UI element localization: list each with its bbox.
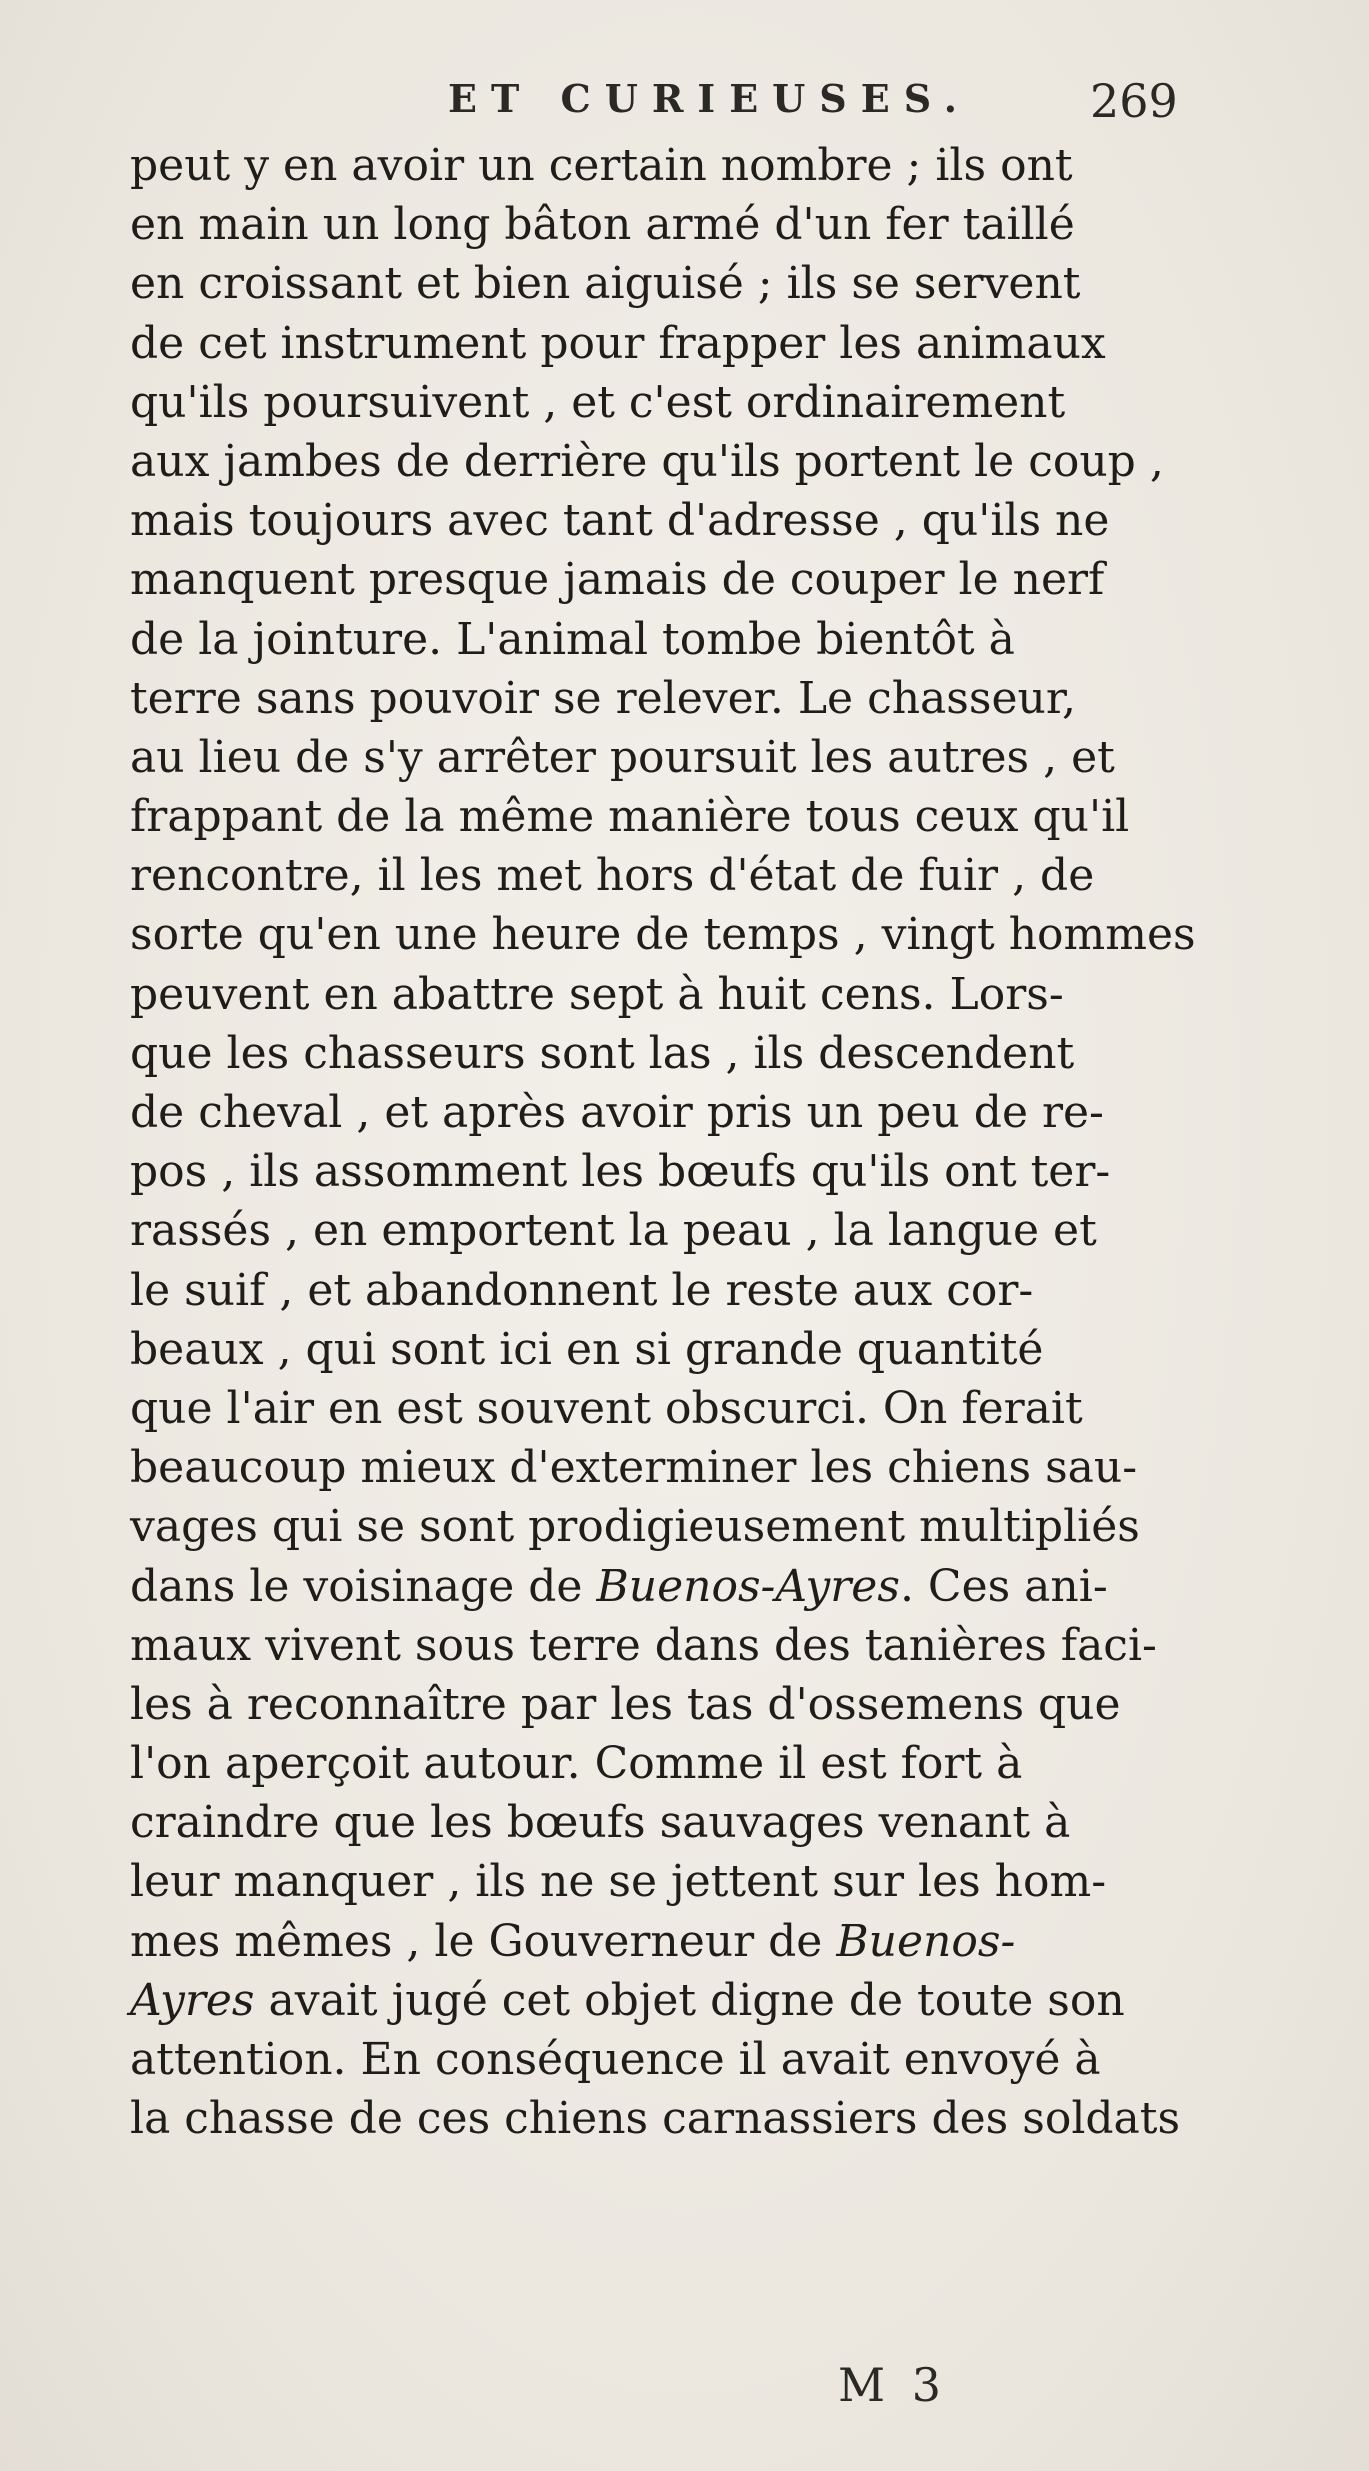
text-line: frappant de la même manière tous ceux qu'il xyxy=(130,791,1130,843)
text-line: peut y en avoir un certain nombre ; ils ont xyxy=(130,140,1073,191)
text-line: beaux , qui sont ici en si grande quantité xyxy=(130,1323,1044,1375)
text-run: . Ces ani- xyxy=(899,1560,1108,1612)
running-head: ET CURIEUSES. xyxy=(448,76,972,121)
text-line: le suif , et abandonnent le reste aux cor- xyxy=(130,1264,1034,1316)
text-line: de cheval , et après avoir pris un peu de re- xyxy=(130,1087,1104,1138)
signature-mark: M 3 xyxy=(838,2358,947,2412)
text-line: de cet instrument pour frapper les animaux xyxy=(130,317,1106,369)
text-line: sorte qu'en une heure de temps , vingt hommes xyxy=(130,909,1196,961)
italic-place-name: Buenos- xyxy=(836,1915,1016,1967)
text-run: avait jugé cet objet digne de toute son xyxy=(254,1974,1125,2026)
page-header xyxy=(0,68,1369,138)
text-line: que les chasseurs sont las , ils descendent xyxy=(130,1027,1075,1079)
body-text xyxy=(130,136,1260,2148)
text-line: qu'ils poursuivent , et c'est ordinairement xyxy=(130,376,1066,428)
text-line: les à reconnaître par les tas d'ossemens que xyxy=(130,1678,1121,1730)
text-line: rassés , en emportent la peau , la langue et xyxy=(130,1205,1097,1257)
text-line xyxy=(130,1971,1260,2030)
text-line: maux vivent sous terre dans des tanières faci- xyxy=(130,1619,1157,1671)
text-line: leur manquer , ils ne se jettent sur les hom- xyxy=(130,1856,1107,1908)
text-line: manquent presque jamais de couper le nerf xyxy=(130,554,1105,606)
text-line: peuvent en abattre sept à huit cens. Lors- xyxy=(130,968,1064,1020)
text-line: en main un long bâton armé d'un fer taillé xyxy=(130,199,1075,251)
text-line: attention. En conséquence il avait envoyé à xyxy=(130,2034,1101,2085)
italic-place-name: Ayres xyxy=(130,1974,255,2026)
italic-place-name: Buenos-Ayres xyxy=(596,1560,900,1612)
page-number: 269 xyxy=(1090,74,1178,128)
text-run: mes mêmes , le Gouverneur de xyxy=(130,1915,837,1967)
text-line: rencontre, il les met hors d'état de fuir , de xyxy=(130,850,1095,902)
text-line: pos , ils assomment les bœufs qu'ils ont ter- xyxy=(130,1146,1111,1198)
text-line: craindre que les bœufs sauvages venant à xyxy=(130,1797,1071,1849)
text-line: en croissant et bien aiguisé ; ils se servent xyxy=(130,258,1081,310)
text-line: de la jointure. L'animal tombe bientôt à xyxy=(130,613,1015,665)
text-line: que l'air en est souvent obscurci. On ferait xyxy=(130,1382,1083,1434)
text-line: aux jambes de derrière qu'ils portent le coup , xyxy=(130,435,1164,487)
text-line: l'on aperçoit autour. Comme il est fort à xyxy=(130,1738,1023,1790)
text-line: la chasse de ces chiens carnassiers des soldats xyxy=(130,2093,1181,2145)
text-line xyxy=(130,1912,1260,1971)
text-line: mais toujours avec tant d'adresse , qu'ils ne xyxy=(130,495,1110,547)
text-line: terre sans pouvoir se relever. Le chasseur, xyxy=(130,672,1076,724)
text-line xyxy=(130,1557,1260,1616)
text-line: vages qui se sont prodigieusement multipliés xyxy=(130,1501,1140,1553)
text-line: au lieu de s'y arrêter poursuit les autres , et xyxy=(130,731,1115,783)
text-run: dans le voisinage de xyxy=(130,1560,597,1612)
text-line: beaucoup mieux d'exterminer les chiens sau- xyxy=(130,1442,1138,1494)
